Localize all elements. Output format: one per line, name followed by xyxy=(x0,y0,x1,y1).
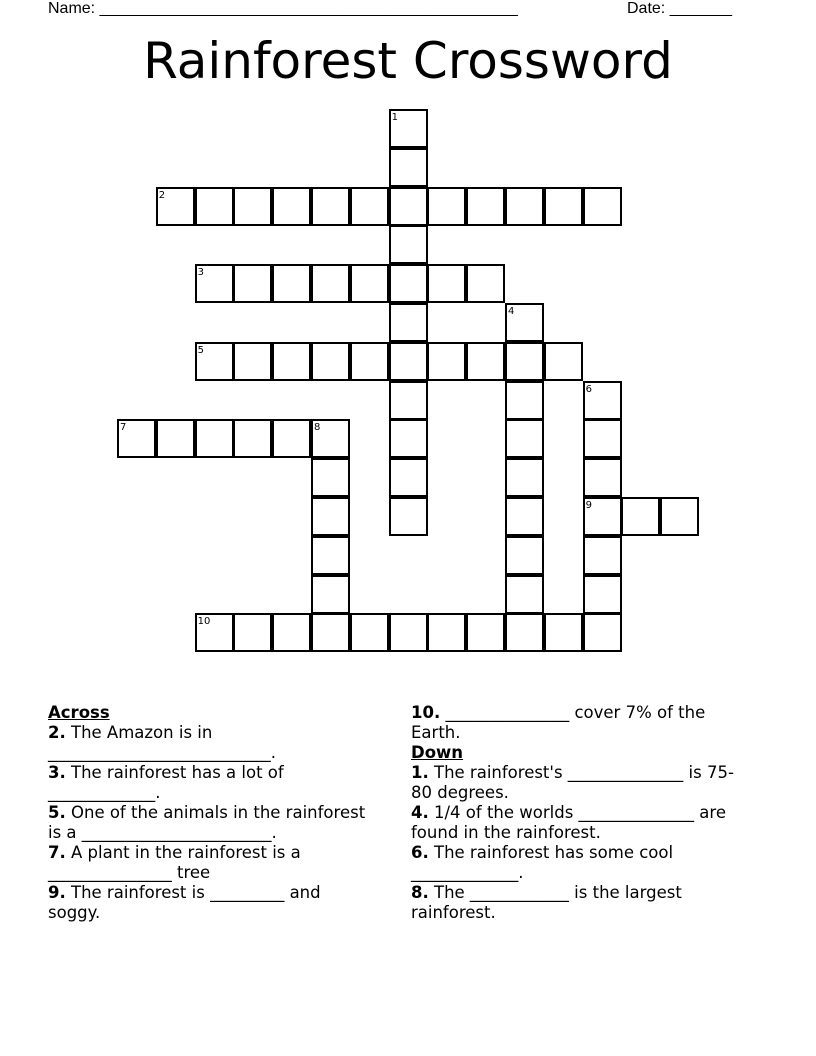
crossword-cell[interactable] xyxy=(505,342,544,381)
crossword-cell[interactable] xyxy=(466,264,505,303)
crossword-cell[interactable] xyxy=(505,187,544,226)
clue-down-8 xyxy=(411,883,751,923)
crossword-cell[interactable] xyxy=(195,187,234,226)
crossword-cell[interactable] xyxy=(233,419,272,458)
crossword-cell[interactable] xyxy=(427,342,466,381)
crossword-cell[interactable] xyxy=(583,187,622,226)
crossword-cell[interactable] xyxy=(311,187,350,226)
clue-number: 9. xyxy=(48,883,66,902)
clue-text: The ____________ is the largest rainforest. xyxy=(411,883,682,922)
crossword-cell[interactable] xyxy=(272,613,311,652)
clue-number: 4. xyxy=(411,803,429,822)
crossword-cell[interactable] xyxy=(389,613,428,652)
crossword-cell[interactable] xyxy=(311,264,350,303)
crossword-cell[interactable] xyxy=(544,187,583,226)
crossword-cell[interactable] xyxy=(505,613,544,652)
crossword-cell[interactable] xyxy=(389,381,428,420)
clue-number: 10. xyxy=(411,703,441,722)
crossword-cell[interactable] xyxy=(272,187,311,226)
cell-number: 10 xyxy=(197,616,211,628)
crossword-cell[interactable] xyxy=(272,342,311,381)
cell-number: 8 xyxy=(314,422,321,434)
clue-text: The rainforest is _________ and soggy. xyxy=(48,883,321,922)
crossword-cell[interactable] xyxy=(389,458,428,497)
crossword-cell[interactable] xyxy=(350,342,389,381)
crossword-cell[interactable] xyxy=(583,458,622,497)
crossword-cell[interactable] xyxy=(427,187,466,226)
crossword-cell[interactable] xyxy=(389,303,428,342)
crossword-cell[interactable] xyxy=(466,187,505,226)
crossword-cell[interactable] xyxy=(466,342,505,381)
clue-text: One of the animals in the rainforest is a _______________________. xyxy=(48,803,366,842)
clue-text: The Amazon is in ___________________________. xyxy=(48,723,276,762)
clue-down-6 xyxy=(411,843,751,883)
clue-down-1 xyxy=(411,763,751,803)
cell-number: 4 xyxy=(508,306,515,317)
crossword-cell[interactable] xyxy=(389,148,428,187)
crossword-cell[interactable] xyxy=(505,381,544,420)
crossword-cell[interactable] xyxy=(389,225,428,264)
crossword-cell[interactable] xyxy=(505,419,544,458)
clue-number: 8. xyxy=(411,883,429,902)
cell-number: 5 xyxy=(197,344,204,356)
crossword-cell[interactable] xyxy=(389,264,428,303)
clue-number: 1. xyxy=(411,763,429,782)
crossword-cell[interactable] xyxy=(427,264,466,303)
crossword-cell[interactable] xyxy=(389,187,428,226)
crossword-cell[interactable] xyxy=(350,264,389,303)
clue-text: The rainforest has a lot of _____________. xyxy=(48,763,284,802)
down-heading: Down xyxy=(411,743,464,762)
crossword-cell[interactable] xyxy=(272,264,311,303)
name-field-label: Name: _______________________________________________ xyxy=(48,0,518,17)
clue-across-7 xyxy=(48,843,368,883)
crossword-cell[interactable] xyxy=(505,497,544,536)
clue-across-2 xyxy=(48,723,368,763)
cell-number: 1 xyxy=(391,112,398,123)
clue-down-4 xyxy=(411,803,751,843)
clue-text: The rainforest's ______________ is 75-80 degrees. xyxy=(411,763,734,802)
crossword-cell[interactable] xyxy=(233,264,272,303)
clues-right-column xyxy=(411,703,751,923)
crossword-cell[interactable] xyxy=(233,342,272,381)
crossword-cell[interactable] xyxy=(583,613,622,652)
crossword-cell[interactable] xyxy=(311,458,350,497)
clue-number: 6. xyxy=(411,843,429,862)
clue-text: A plant in the rainforest is a _______________ tree xyxy=(48,843,301,882)
crossword-cell[interactable] xyxy=(505,536,544,575)
crossword-cell[interactable] xyxy=(350,613,389,652)
clue-number: 5. xyxy=(48,803,66,822)
page-title: Rainforest Crossword xyxy=(143,32,673,90)
cell-number: 2 xyxy=(158,189,166,201)
cell-number: 9 xyxy=(585,500,592,511)
clue-number: 2. xyxy=(48,723,66,742)
crossword-cell[interactable] xyxy=(427,613,466,652)
cell-number: 3 xyxy=(197,267,204,279)
crossword-cell[interactable] xyxy=(272,419,311,458)
crossword-cell[interactable] xyxy=(389,419,428,458)
crossword-cell[interactable] xyxy=(466,613,505,652)
clue-across-9 xyxy=(48,883,368,923)
crossword-cell[interactable] xyxy=(544,342,583,381)
crossword-cell[interactable] xyxy=(156,419,195,458)
date-field-label: Date: _______ xyxy=(627,0,732,17)
clue-text: The rainforest has some cool _____________. xyxy=(411,843,674,882)
clue-across-5 xyxy=(48,803,368,843)
crossword-cell[interactable] xyxy=(311,575,350,614)
clue-text: _______________ cover 7% of the Earth. xyxy=(411,703,706,742)
crossword-cell[interactable] xyxy=(583,419,622,458)
crossword-cell[interactable] xyxy=(233,613,272,652)
crossword-cell[interactable] xyxy=(389,342,428,381)
crossword-cell[interactable] xyxy=(505,458,544,497)
crossword-cell[interactable] xyxy=(350,187,389,226)
crossword-cell[interactable] xyxy=(583,575,622,614)
crossword-cell[interactable] xyxy=(621,497,660,536)
clues-left-column xyxy=(48,703,368,923)
crossword-cell[interactable] xyxy=(389,497,428,536)
crossword-cell[interactable] xyxy=(311,536,350,575)
crossword-cell[interactable] xyxy=(233,187,272,226)
crossword-cell[interactable] xyxy=(505,575,544,614)
crossword-cell[interactable] xyxy=(311,342,350,381)
crossword-cell[interactable] xyxy=(195,419,234,458)
crossword-cell[interactable] xyxy=(544,613,583,652)
clue-number: 3. xyxy=(48,763,66,782)
cell-number: 7 xyxy=(120,422,127,434)
crossword-cell[interactable] xyxy=(583,536,622,575)
crossword-cell[interactable] xyxy=(660,497,699,536)
cell-number: 6 xyxy=(585,383,592,395)
crossword-cell[interactable] xyxy=(311,497,350,536)
clue-number: 7. xyxy=(48,843,66,862)
across-heading: Across xyxy=(48,703,110,722)
clue-across-3 xyxy=(48,763,368,803)
clue-text: 1/4 of the worlds ______________ are found in the rainforest. xyxy=(411,803,726,842)
clue-across-10 xyxy=(411,703,751,743)
crossword-cell[interactable] xyxy=(311,613,350,652)
